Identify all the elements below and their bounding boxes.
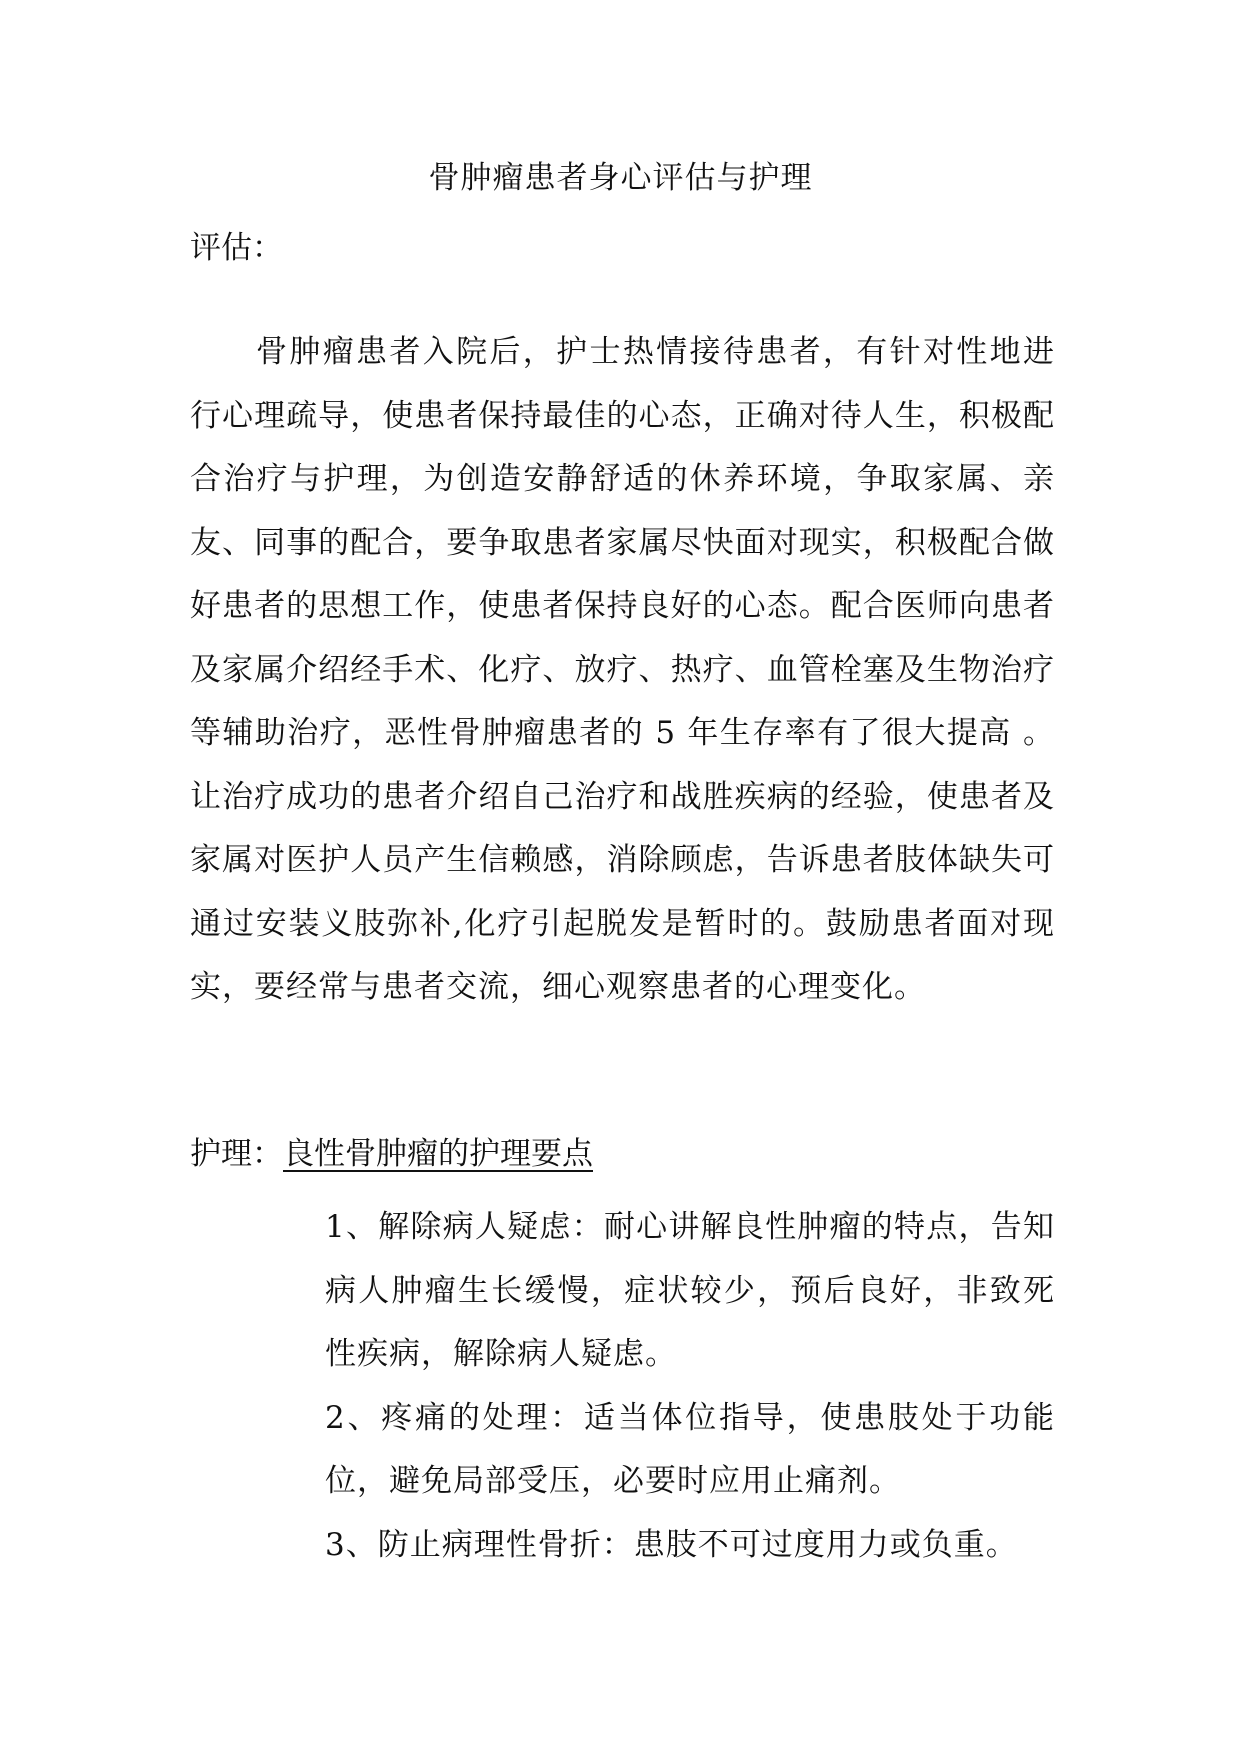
- care-list: [325, 1196, 1055, 1577]
- list-item: 3、防止病理性骨折：患肢不可过度用力或负重。: [325, 1526, 1018, 1563]
- list-item: 1、解除病人疑虑：耐心讲解良性肿瘤的特点，告知病人肿瘤生长缓慢，症状较少，预后良好，非致死性疾病，解除病人疑虑。: [325, 1209, 1055, 1372]
- list-item: 2、疼痛的处理：适当体位指导，使患肢处于功能位，避免局部受压，必要时应用止痛剂。: [325, 1399, 1055, 1499]
- document-title: 骨肿瘤患者身心评估与护理: [428, 160, 813, 196]
- assessment-label: 评估：: [190, 230, 283, 266]
- care-heading: [190, 1134, 593, 1174]
- assessment-paragraph: 骨肿瘤患者入院后，护士热情接待患者，有针对性地进行心理疏导，使患者保持最佳的心态，正确对待人生，积极配合治疗与护理，为创造安静舒适的休养环境，争取家属、亲友、同事的配合，要争取患者家属尽快面对现实，积极配合做好患者的思想工作，使患者保持良好的心态。配合医师向患者及家属介绍经手术、化疗、放疗、热疗、血管栓塞及生物治疗等辅助治疗，恶性骨肿瘤患者的 5 年生存率有了很大提高 。让治疗成功的患者介绍自己治疗和战胜疾病的经验，使患者及家属对医护人员产生信赖感，消除顾虑，告诉患者肢体缺失可通过安装义肢弥补,化疗引起脱发是暂时的。鼓励患者面对现实，要经常与患者交流，细心观察患者的心理变化。: [190, 334, 1055, 1005]
- care-label: 护理：: [190, 1136, 283, 1172]
- care-subtitle: 良性骨肿瘤的护理要点: [283, 1136, 593, 1172]
